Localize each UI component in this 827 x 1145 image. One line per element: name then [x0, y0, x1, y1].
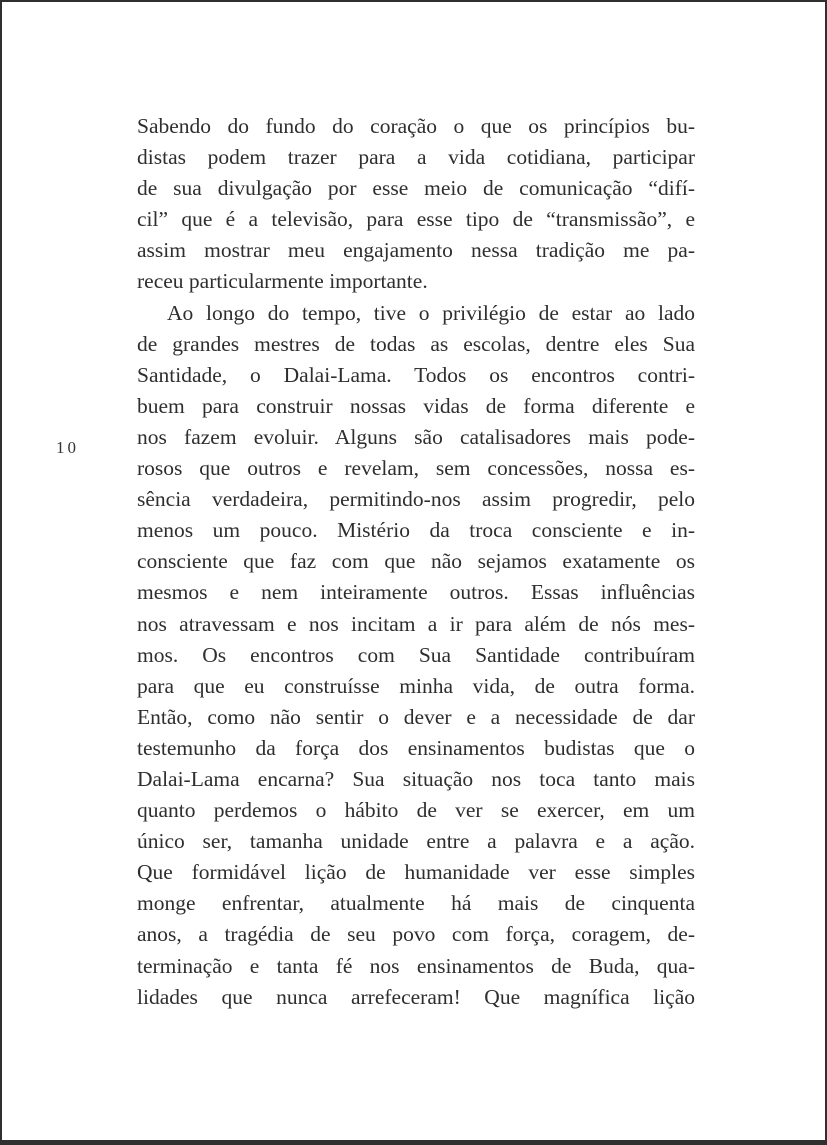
text-line: nos fazem evoluir. Alguns são catalisadores mais pode-	[137, 424, 695, 449]
text-line: mesmos e nem inteiramente outros. Essas influências	[137, 580, 695, 605]
text-line: nos atravessam e nos incitam a ir para além de nós mes-	[137, 611, 695, 636]
page-number: 10	[56, 438, 79, 457]
text-line: lidades que nunca arrefeceram! Que magnífica lição	[137, 984, 695, 1009]
text-line: distas podem trazer para a vida cotidiana, participar	[137, 145, 695, 170]
text-line: menos um pouco. Mistério da troca consciente e in-	[137, 518, 695, 543]
text-line: assim mostrar meu engajamento nessa tradição me pa-	[137, 238, 695, 263]
text-line: receu particularmente importante.	[137, 269, 428, 294]
text-line: Então, como não sentir o dever e a necessidade de dar	[137, 704, 695, 729]
text-line: de sua divulgação por esse meio de comunicação “difí-	[137, 176, 695, 201]
text-line: Sabendo do fundo do coração o que os princípios bu-	[137, 114, 695, 138]
text-line: de grandes mestres de todas as escolas, dentre eles Sua	[137, 331, 695, 356]
text-line: anos, a tragédia de seu povo com força, coragem, de-	[137, 922, 695, 947]
text-line: mos. Os encontros com Sua Santidade contribuíram	[137, 642, 695, 667]
text-line: monge enfrentar, atualmente há mais de cinquenta	[137, 891, 695, 916]
text-line: terminação e tanta fé nos ensinamentos de Buda, qua-	[137, 953, 695, 978]
text-line: Que formidável lição de humanidade ver esse simples	[137, 860, 695, 885]
text-line: único ser, tamanha unidade entre a palavra e a ação.	[137, 829, 695, 854]
text-line: buem para construir nossas vidas de forma diferente e	[137, 393, 695, 418]
text-line: consciente que faz com que não sejamos exatamente os	[137, 549, 695, 574]
text-line: Santidade, o Dalai-Lama. Todos os encontros contri-	[137, 362, 695, 387]
text-line: testemunho da força dos ensinamentos budistas que o	[137, 735, 695, 760]
text-line: Ao longo do tempo, tive o privilégio de estar ao lado	[167, 300, 695, 325]
text-line: sência verdadeira, permitindo-nos assim progredir, pelo	[137, 487, 695, 512]
text-block	[137, 111, 695, 1013]
text-line: cil” que é a televisão, para esse tipo de “transmissão”, e	[137, 207, 695, 232]
text-line: rosos que outros e revelam, sem concessões, nossa es-	[137, 456, 695, 481]
text-line: para que eu construísse minha vida, de outra forma.	[137, 673, 695, 698]
text-line: Dalai-Lama encarna? Sua situação nos toca tanto mais	[137, 766, 695, 791]
text-line: quanto perdemos o hábito de ver se exercer, em um	[137, 798, 695, 823]
